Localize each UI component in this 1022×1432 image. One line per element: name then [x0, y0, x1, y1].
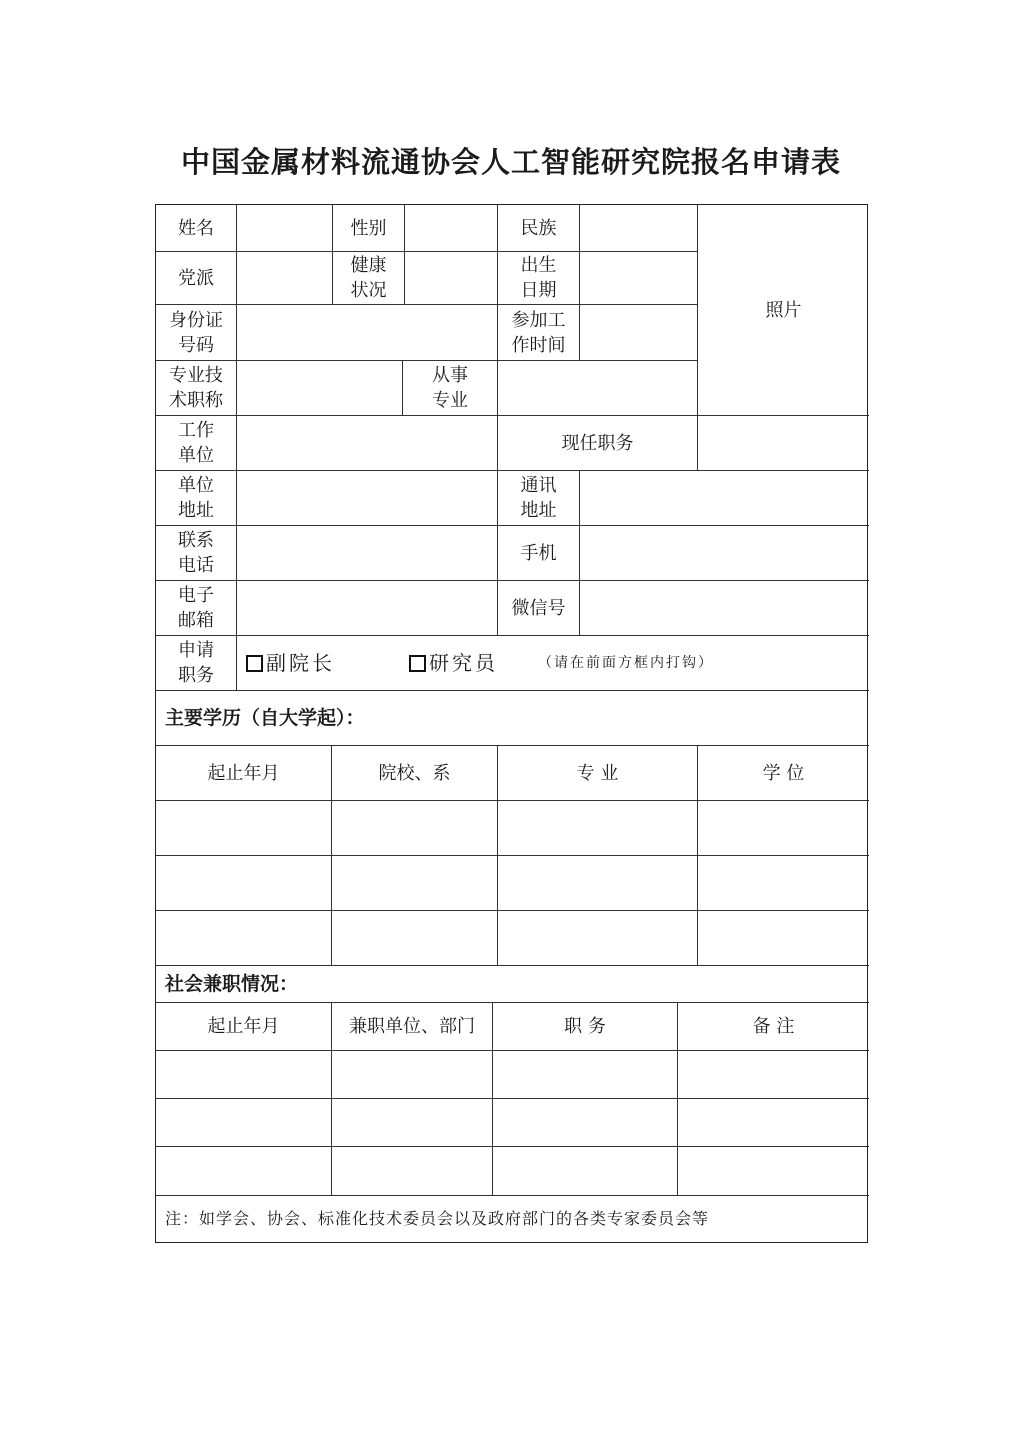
- social-row1-remarks[interactable]: [678, 1051, 869, 1099]
- social-row2-org[interactable]: [332, 1099, 493, 1147]
- apply-options: [237, 636, 869, 691]
- health-field[interactable]: [405, 252, 498, 305]
- employer-address-label-line1: 单位: [178, 475, 214, 496]
- application-form: [155, 204, 868, 1243]
- edu-header-major: 专 业: [498, 746, 698, 801]
- edu-row3-major[interactable]: [498, 911, 698, 966]
- id-field[interactable]: [237, 305, 498, 361]
- position-label: 现任职务: [498, 416, 698, 471]
- social-row2-remarks[interactable]: [678, 1099, 869, 1147]
- edu-row2-major[interactable]: [498, 856, 698, 911]
- checkbox-hint: （请在前面方框内打钩）: [538, 654, 714, 671]
- ethnicity-field[interactable]: [580, 205, 698, 252]
- employer-label-line1: 工作: [178, 420, 214, 441]
- tech-title-label-line2: 术职称: [169, 390, 223, 411]
- education-heading: 主要学历（自大学起）：: [156, 691, 869, 746]
- social-row3-role[interactable]: [493, 1147, 678, 1196]
- name-field[interactable]: [237, 205, 333, 252]
- party-field[interactable]: [237, 252, 333, 305]
- health-label-line2: 状况: [350, 280, 387, 301]
- mobile-label: 手机: [498, 526, 580, 581]
- apply-position-label-line2: 职务: [178, 665, 214, 686]
- specialty-field[interactable]: [498, 361, 698, 416]
- email-field[interactable]: [237, 581, 498, 636]
- position-field[interactable]: [698, 416, 869, 471]
- mobile-field[interactable]: [580, 526, 869, 581]
- email-label: [156, 581, 237, 636]
- researcher-checkbox[interactable]: [409, 655, 426, 672]
- social-row2-period[interactable]: [156, 1099, 332, 1147]
- photo-box[interactable]: [698, 205, 869, 416]
- id-label-line2: 号码: [178, 334, 214, 356]
- social-row2-role[interactable]: [493, 1099, 678, 1147]
- specialty-label-line1: 从事: [432, 365, 468, 386]
- phone-label-line1: 联系: [178, 530, 214, 551]
- footnote: 注：如学会、协会、标准化技术委员会以及政府部门的各类专家委员会等: [165, 1209, 710, 1228]
- birth-label-line2: 日期: [520, 280, 557, 301]
- vice-dean-label: 副院长: [266, 650, 335, 675]
- phone-label: [156, 526, 237, 581]
- birth-field[interactable]: [580, 252, 698, 305]
- employer-address-label-line2: 地址: [178, 500, 214, 521]
- health-label-line1: 健康: [350, 255, 387, 276]
- researcher-option[interactable]: [409, 651, 498, 676]
- apply-position-label-line1: 申请: [178, 640, 214, 661]
- employer-label: [156, 416, 237, 471]
- mail-address-label: [498, 471, 580, 526]
- vice-dean-option[interactable]: [246, 651, 335, 676]
- employer-field[interactable]: [237, 416, 498, 471]
- edu-row1-major[interactable]: [498, 801, 698, 856]
- edu-row2-degree[interactable]: [698, 856, 869, 911]
- name-label: 姓名: [156, 205, 237, 252]
- vice-dean-checkbox[interactable]: [246, 655, 263, 672]
- edu-row1-degree[interactable]: [698, 801, 869, 856]
- mail-address-label-line2: 地址: [520, 500, 557, 521]
- edu-row3-school[interactable]: [332, 911, 498, 966]
- social-row3-period[interactable]: [156, 1147, 332, 1196]
- email-label-line1: 电子: [178, 585, 214, 606]
- social-row1-org[interactable]: [332, 1051, 493, 1099]
- edu-header-period: 起止年月: [156, 746, 332, 801]
- wechat-field[interactable]: [580, 581, 869, 636]
- edu-header-school: 院校、系: [332, 746, 498, 801]
- researcher-label: 研究员: [429, 650, 498, 675]
- mail-address-field[interactable]: [580, 471, 869, 526]
- gender-field[interactable]: [405, 205, 498, 252]
- work-start-label-line1: 参加工: [511, 309, 566, 331]
- tech-title-field[interactable]: [237, 361, 403, 416]
- tech-title-label: [156, 361, 237, 416]
- party-label: 党派: [156, 252, 237, 305]
- edu-row3-degree[interactable]: [698, 911, 869, 966]
- phone-field[interactable]: [237, 526, 498, 581]
- social-header-remarks: 备 注: [678, 1003, 869, 1051]
- photo-label: 照片: [765, 299, 802, 321]
- edu-row1-school[interactable]: [332, 801, 498, 856]
- id-label: [156, 305, 237, 361]
- employer-address-field[interactable]: [237, 471, 498, 526]
- work-start-label: [498, 305, 580, 361]
- edu-row2-school[interactable]: [332, 856, 498, 911]
- health-label: [333, 252, 405, 305]
- phone-label-line2: 电话: [178, 555, 214, 576]
- specialty-label: [403, 361, 498, 416]
- gender-label: 性别: [333, 205, 405, 252]
- tech-title-label-line1: 专业技: [169, 365, 223, 386]
- social-header-role: 职 务: [493, 1003, 678, 1051]
- id-label-line1: 身份证: [169, 309, 223, 331]
- employer-label-line2: 单位: [178, 445, 214, 466]
- apply-position-label: [156, 636, 237, 691]
- ethnicity-label: 民族: [498, 205, 580, 252]
- edu-header-degree: 学 位: [698, 746, 869, 801]
- edu-row2-period[interactable]: [156, 856, 332, 911]
- social-row3-org[interactable]: [332, 1147, 493, 1196]
- social-row1-period[interactable]: [156, 1051, 332, 1099]
- email-label-line2: 邮箱: [178, 610, 214, 631]
- wechat-label: 微信号: [498, 581, 580, 636]
- form-title: 中国金属材料流通协会人工智能研究院报名申请表: [180, 145, 841, 179]
- social-header-org: 兼职单位、部门: [332, 1003, 493, 1051]
- specialty-label-line2: 专业: [432, 390, 468, 411]
- mail-address-label-line1: 通讯: [520, 475, 557, 496]
- employer-address-label: [156, 471, 237, 526]
- social-row1-role[interactable]: [493, 1051, 678, 1099]
- work-start-label-line2: 作时间: [511, 334, 566, 356]
- social-header-period: 起止年月: [156, 1003, 332, 1051]
- work-start-field[interactable]: [580, 305, 698, 361]
- edu-row3-period[interactable]: [156, 911, 332, 966]
- edu-row1-period[interactable]: [156, 801, 332, 856]
- birth-label: [498, 252, 580, 305]
- social-heading: 社会兼职情况：: [156, 966, 869, 1003]
- birth-label-line1: 出生: [520, 255, 557, 276]
- social-row3-remarks[interactable]: [678, 1147, 869, 1196]
